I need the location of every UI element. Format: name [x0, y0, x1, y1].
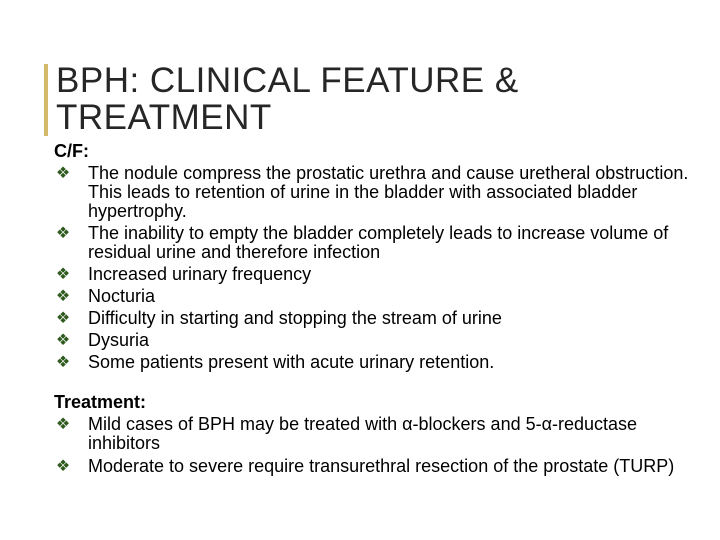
list-item-text: Dysuria — [88, 330, 150, 350]
list-item-text: Difficulty in starting and stopping the stream of urine — [88, 308, 502, 328]
treatment-section — [54, 392, 694, 476]
list-item-text: Moderate to severe require transurethral resection of the prostate (TURP) — [88, 456, 675, 476]
list-item-text: Some patients present with acute urinary retention. — [88, 352, 495, 372]
list-item — [54, 224, 694, 262]
diamond-bullet-icon: ❖ — [55, 165, 71, 182]
clinical-features-list — [54, 164, 694, 372]
list-item-text: The inability to empty the bladder completely leads to increase volume of residual urine and therefore infection — [88, 223, 669, 262]
diamond-bullet-icon: ❖ — [55, 416, 71, 433]
list-item-text: The nodule compress the prostatic urethra and cause uretheral obstruction. This leads to retention of urine in the bladder with associated bladder hypertrophy. — [88, 163, 689, 221]
title-accent-bar — [44, 64, 48, 136]
slide-content — [54, 141, 694, 480]
list-item — [54, 309, 694, 328]
diamond-bullet-icon: ❖ — [55, 288, 71, 305]
diamond-bullet-icon: ❖ — [55, 310, 71, 327]
list-item-text: Mild cases of BPH may be treated with α-blockers and 5-α-reductase inhibitors — [88, 414, 638, 453]
list-item — [54, 415, 694, 453]
list-item — [54, 457, 694, 476]
list-item — [54, 353, 694, 372]
list-item-text: Increased urinary frequency — [88, 264, 312, 284]
diamond-bullet-icon: ❖ — [55, 332, 71, 349]
clinical-features-heading: C/F: — [54, 141, 89, 161]
list-item — [54, 265, 694, 284]
treatment-heading: Treatment: — [54, 392, 147, 412]
diamond-bullet-icon: ❖ — [55, 266, 71, 283]
list-item — [54, 164, 694, 221]
list-item — [54, 287, 694, 306]
list-item-text: Nocturia — [88, 286, 156, 306]
diamond-bullet-icon: ❖ — [55, 458, 71, 475]
diamond-bullet-icon: ❖ — [55, 354, 71, 371]
slide-title: BPH: CLINICAL FEATURE & TREATMENT — [56, 61, 519, 137]
treatment-list — [54, 415, 694, 476]
list-item — [54, 331, 694, 350]
diamond-bullet-icon: ❖ — [55, 225, 71, 242]
